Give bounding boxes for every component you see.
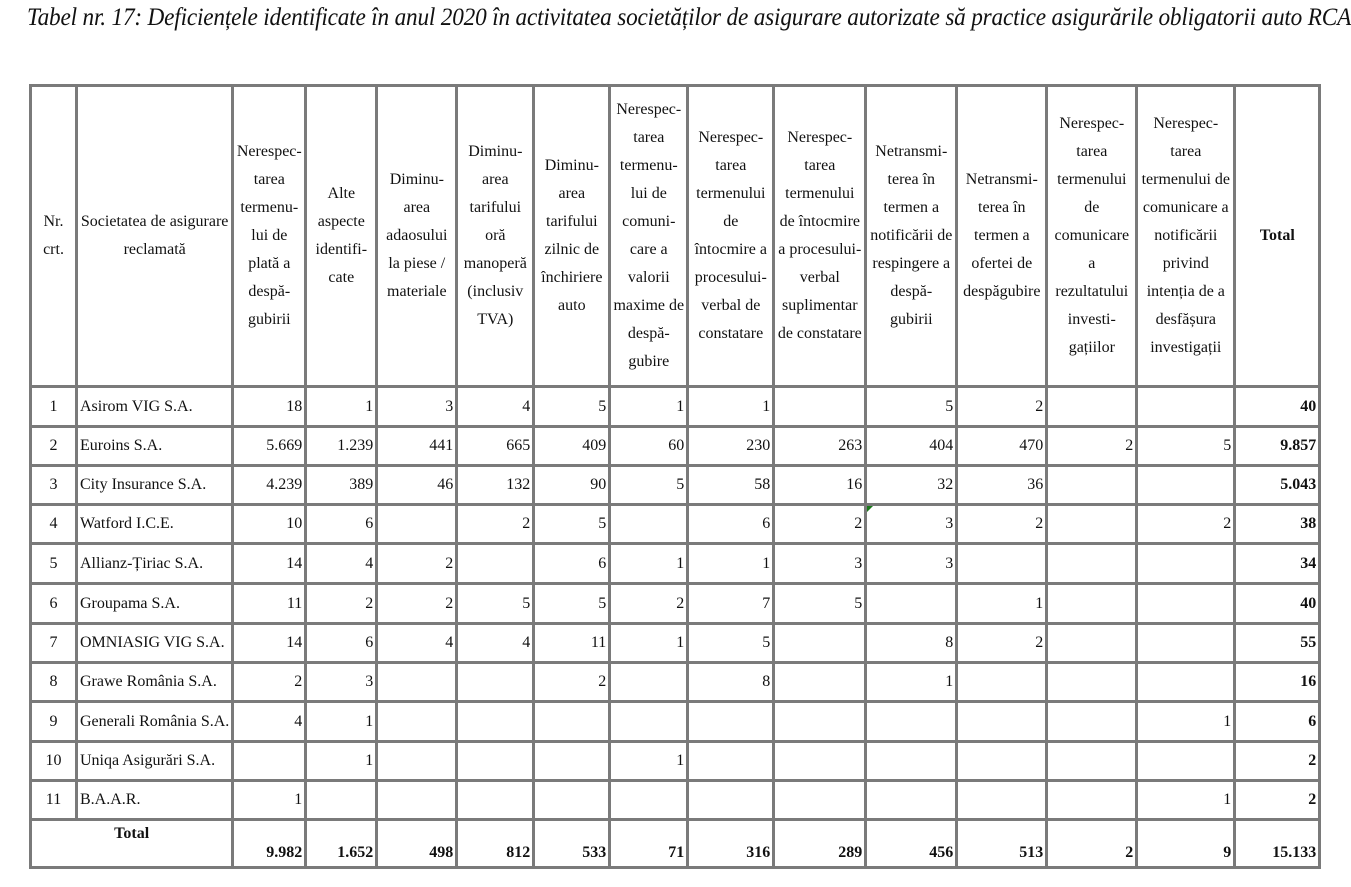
- value-cell: [866, 781, 957, 820]
- header-col-6: Nerespec-tarea termenu-lui de comuni-care a valorii maxime de despă-gubire: [610, 86, 688, 387]
- row-number: 4: [31, 505, 77, 544]
- row-number: 6: [31, 584, 77, 624]
- value-cell: 2: [774, 505, 866, 544]
- value-cell: 36: [957, 466, 1047, 505]
- value-cell: [1137, 544, 1235, 584]
- company-name: Euroins S.A.: [77, 427, 233, 466]
- value-cell: [957, 544, 1047, 584]
- value-cell: [688, 742, 774, 781]
- value-cell: 18: [233, 387, 306, 427]
- table-row: [31, 505, 1320, 544]
- value-cell: [866, 702, 957, 742]
- value-cell: 8: [866, 624, 957, 663]
- column-total: 513: [957, 820, 1047, 868]
- value-cell: 6: [306, 505, 377, 544]
- row-number: 10: [31, 742, 77, 781]
- value-cell: 3: [306, 663, 377, 702]
- table-row: [31, 466, 1320, 505]
- value-cell: [1137, 466, 1235, 505]
- value-cell: 5: [866, 387, 957, 427]
- value-cell: 6: [688, 505, 774, 544]
- row-number: 9: [31, 702, 77, 742]
- value-cell: [1047, 624, 1137, 663]
- row-total: 34: [1235, 544, 1320, 584]
- value-cell: 409: [534, 427, 610, 466]
- value-cell: [610, 781, 688, 820]
- value-cell: 2: [377, 544, 457, 584]
- header-row: [31, 86, 1320, 387]
- value-cell: [306, 781, 377, 820]
- table-row: [31, 544, 1320, 584]
- value-cell: 404: [866, 427, 957, 466]
- row-total: 38: [1235, 505, 1320, 544]
- value-cell: [1047, 544, 1137, 584]
- value-cell: 1: [610, 387, 688, 427]
- value-cell: 263: [774, 427, 866, 466]
- value-cell: [1137, 624, 1235, 663]
- value-cell: 389: [306, 466, 377, 505]
- value-cell: [377, 742, 457, 781]
- value-cell: [534, 781, 610, 820]
- row-number: 2: [31, 427, 77, 466]
- value-cell: 441: [377, 427, 457, 466]
- value-cell: 5: [774, 584, 866, 624]
- table-row: [31, 427, 1320, 466]
- value-cell: [774, 781, 866, 820]
- value-cell: [1137, 663, 1235, 702]
- grand-total: 15.133: [1235, 820, 1320, 868]
- column-total: 456: [866, 820, 957, 868]
- value-cell: 1: [688, 387, 774, 427]
- company-name: Generali România S.A.: [77, 702, 233, 742]
- value-cell: 11: [233, 584, 306, 624]
- row-total: 55: [1235, 624, 1320, 663]
- header-col-9: Netransmi-terea în termen a notificării de respingere a despă-gubirii: [866, 86, 957, 387]
- value-cell: 32: [866, 466, 957, 505]
- header-col-7: Nerespec-tarea termenului de întocmire a procesului-verbal de constatare: [688, 86, 774, 387]
- value-cell: 46: [377, 466, 457, 505]
- value-cell: [1047, 387, 1137, 427]
- value-cell: 2: [1047, 427, 1137, 466]
- value-cell: 5: [610, 466, 688, 505]
- value-cell: 1: [866, 663, 957, 702]
- value-cell: [457, 742, 534, 781]
- value-cell: [457, 663, 534, 702]
- header-col-10: Netransmi-terea în termen a ofertei de despăgubire: [957, 86, 1047, 387]
- value-cell: 5.669: [233, 427, 306, 466]
- value-cell: 4: [457, 387, 534, 427]
- value-cell: 90: [534, 466, 610, 505]
- value-cell: 3: [866, 544, 957, 584]
- value-cell: 1: [233, 781, 306, 820]
- table-caption: Tabel nr. 17: Deficiențele identificate în anul 2020 în activitatea societăților de asigurare autorizate să practice asigurările obligatorii auto RCA: [27, 4, 1351, 31]
- value-cell: 14: [233, 544, 306, 584]
- value-cell: 1: [306, 702, 377, 742]
- value-cell: 470: [957, 427, 1047, 466]
- row-number: 11: [31, 781, 77, 820]
- value-cell: [377, 781, 457, 820]
- header-company: Societatea de asigurare reclamată: [77, 86, 233, 387]
- column-total: 9: [1137, 820, 1235, 868]
- value-cell: [610, 663, 688, 702]
- value-cell: [377, 702, 457, 742]
- value-cell: [1137, 387, 1235, 427]
- header-col-5: Diminu-area tarifului zilnic de închiriere auto: [534, 86, 610, 387]
- row-total: 9.857: [1235, 427, 1320, 466]
- company-name: Watford I.C.E.: [77, 505, 233, 544]
- value-cell: 2: [957, 505, 1047, 544]
- value-cell: [1047, 781, 1137, 820]
- header-nr: Nr. crt.: [31, 86, 77, 387]
- header-col-1: Nerespec-tarea termenu-lui de plată a despă-gubirii: [233, 86, 306, 387]
- value-cell: 132: [457, 466, 534, 505]
- company-name: B.A.A.R.: [77, 781, 233, 820]
- table-row: [31, 742, 1320, 781]
- value-cell: 10: [233, 505, 306, 544]
- total-label: Total: [31, 820, 233, 868]
- value-cell: 3: [866, 505, 957, 544]
- value-cell: 1: [610, 742, 688, 781]
- value-cell: [774, 624, 866, 663]
- value-cell: [1047, 466, 1137, 505]
- value-cell: 1: [306, 742, 377, 781]
- row-number: 1: [31, 387, 77, 427]
- value-cell: [457, 781, 534, 820]
- value-cell: [1047, 742, 1137, 781]
- header-col-2: Alte aspecte identifi-cate: [306, 86, 377, 387]
- row-number: 8: [31, 663, 77, 702]
- column-total: 9.982: [233, 820, 306, 868]
- value-cell: [688, 781, 774, 820]
- value-cell: [233, 742, 306, 781]
- value-cell: [957, 742, 1047, 781]
- value-cell: 2: [1137, 505, 1235, 544]
- value-cell: 2: [610, 584, 688, 624]
- value-cell: [774, 702, 866, 742]
- value-cell: 1: [610, 624, 688, 663]
- row-total: 5.043: [1235, 466, 1320, 505]
- row-total: 40: [1235, 387, 1320, 427]
- value-cell: 7: [688, 584, 774, 624]
- value-cell: [957, 702, 1047, 742]
- value-cell: 58: [688, 466, 774, 505]
- value-cell: 2: [377, 584, 457, 624]
- value-cell: 5: [534, 387, 610, 427]
- value-cell: 5: [534, 584, 610, 624]
- value-cell: [610, 505, 688, 544]
- row-number: 7: [31, 624, 77, 663]
- company-name: Uniqa Asigurări S.A.: [77, 742, 233, 781]
- total-row: [31, 820, 1320, 868]
- value-cell: 4.239: [233, 466, 306, 505]
- value-cell: [457, 544, 534, 584]
- table-body: [31, 387, 1320, 868]
- table-row: [31, 387, 1320, 427]
- column-total: 1.652: [306, 820, 377, 868]
- row-number: 3: [31, 466, 77, 505]
- deficiencies-table: [29, 84, 1321, 869]
- value-cell: [534, 742, 610, 781]
- header-col-8: Nerespec-tarea termenului de întocmire a procesului-verbal suplimentar de constatare: [774, 86, 866, 387]
- value-cell: 4: [233, 702, 306, 742]
- value-cell: [1137, 742, 1235, 781]
- value-cell: 6: [306, 624, 377, 663]
- value-cell: 4: [306, 544, 377, 584]
- value-cell: 230: [688, 427, 774, 466]
- value-cell: [866, 584, 957, 624]
- row-total: 6: [1235, 702, 1320, 742]
- company-name: Grawe România S.A.: [77, 663, 233, 702]
- table-row: [31, 781, 1320, 820]
- header-col-11: Nerespec-tarea termenului de comunicare a rezultatului investi-gațiilor: [1047, 86, 1137, 387]
- company-name: Allianz-Țiriac S.A.: [77, 544, 233, 584]
- column-total: 498: [377, 820, 457, 868]
- value-cell: [774, 742, 866, 781]
- value-cell: 5: [457, 584, 534, 624]
- value-cell: 1: [1137, 702, 1235, 742]
- column-total: 812: [457, 820, 534, 868]
- value-cell: 5: [1137, 427, 1235, 466]
- table-row: [31, 624, 1320, 663]
- value-cell: 2: [534, 663, 610, 702]
- value-cell: [610, 702, 688, 742]
- value-cell: [1137, 584, 1235, 624]
- value-cell: 2: [306, 584, 377, 624]
- value-cell: [1047, 663, 1137, 702]
- value-cell: [774, 387, 866, 427]
- table-row: [31, 584, 1320, 624]
- column-total: 289: [774, 820, 866, 868]
- value-cell: 2: [457, 505, 534, 544]
- value-cell: 5: [534, 505, 610, 544]
- value-cell: 2: [957, 387, 1047, 427]
- value-cell: 1: [1137, 781, 1235, 820]
- company-name: City Insurance S.A.: [77, 466, 233, 505]
- header-col-12: Nerespec-tarea termenului de comunicare a notificării privind intenția de a desfășura investigații: [1137, 86, 1235, 387]
- header-col-4: Diminu-area tarifului oră manoperă (inclusiv TVA): [457, 86, 534, 387]
- value-cell: [534, 702, 610, 742]
- value-cell: 4: [457, 624, 534, 663]
- table-row: [31, 702, 1320, 742]
- value-cell: 6: [534, 544, 610, 584]
- value-cell: 60: [610, 427, 688, 466]
- column-total: 2: [1047, 820, 1137, 868]
- company-name: OMNIASIG VIG S.A.: [77, 624, 233, 663]
- row-total: 40: [1235, 584, 1320, 624]
- row-total: 2: [1235, 781, 1320, 820]
- value-cell: 3: [377, 387, 457, 427]
- value-cell: 14: [233, 624, 306, 663]
- value-cell: 11: [534, 624, 610, 663]
- value-cell: 3: [774, 544, 866, 584]
- row-total: 2: [1235, 742, 1320, 781]
- value-cell: [866, 742, 957, 781]
- value-cell: 665: [457, 427, 534, 466]
- value-cell: 1: [688, 544, 774, 584]
- value-cell: [774, 663, 866, 702]
- column-total: 316: [688, 820, 774, 868]
- value-cell: [1047, 584, 1137, 624]
- value-cell: [1047, 702, 1137, 742]
- value-cell: [457, 702, 534, 742]
- value-cell: 2: [957, 624, 1047, 663]
- value-cell: [377, 505, 457, 544]
- value-cell: 1: [306, 387, 377, 427]
- value-cell: [957, 781, 1047, 820]
- header-total: Total: [1235, 86, 1320, 387]
- value-cell: 1: [610, 544, 688, 584]
- value-cell: 16: [774, 466, 866, 505]
- column-total: 533: [534, 820, 610, 868]
- value-cell: 5: [688, 624, 774, 663]
- company-name: Asirom VIG S.A.: [77, 387, 233, 427]
- value-cell: 1: [957, 584, 1047, 624]
- value-cell: [377, 663, 457, 702]
- value-cell: 4: [377, 624, 457, 663]
- value-cell: [688, 702, 774, 742]
- row-total: 16: [1235, 663, 1320, 702]
- header-col-3: Diminu-area adaosului la piese / materiale: [377, 86, 457, 387]
- row-number: 5: [31, 544, 77, 584]
- value-cell: 1.239: [306, 427, 377, 466]
- table-row: [31, 663, 1320, 702]
- value-cell: 8: [688, 663, 774, 702]
- value-cell: [1047, 505, 1137, 544]
- company-name: Groupama S.A.: [77, 584, 233, 624]
- value-cell: 2: [233, 663, 306, 702]
- value-cell: [957, 663, 1047, 702]
- column-total: 71: [610, 820, 688, 868]
